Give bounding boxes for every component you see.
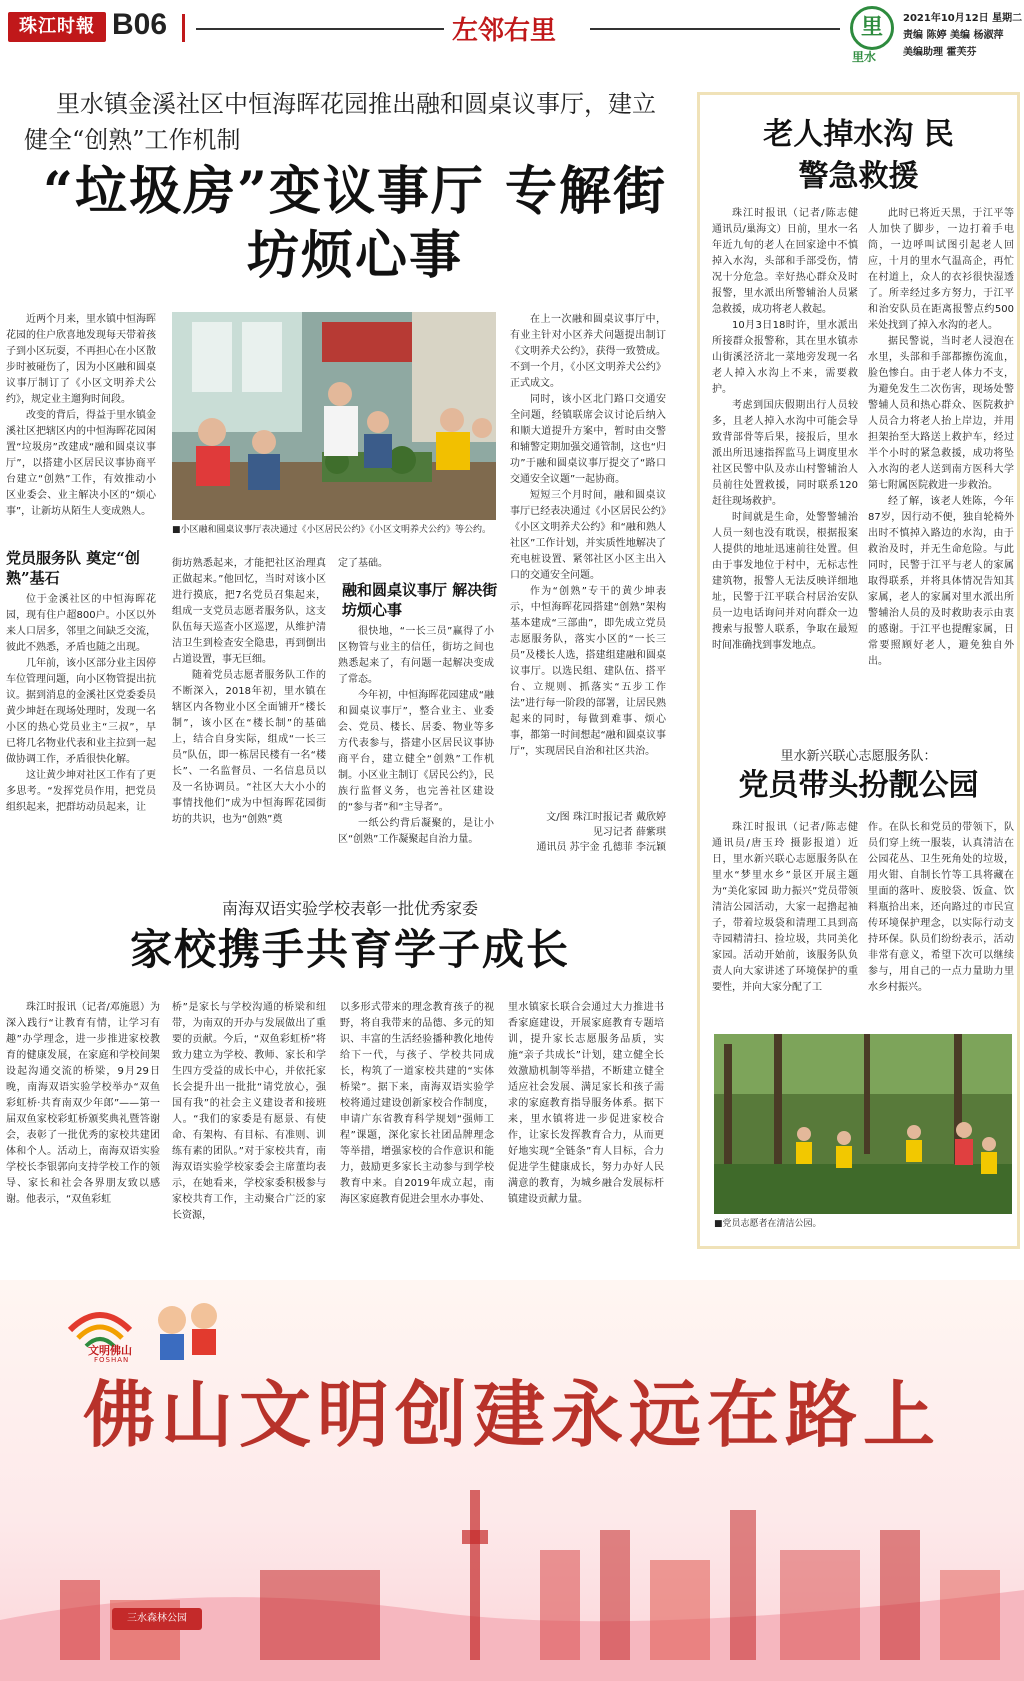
article1-para: 位于金溪社区的中恒海晖花园，现有住户超800户。小区以外来人口居多，邻里之间缺乏交流，彼此不熟悉，矛盾也随之出现。 <box>6 594 156 653</box>
page-number: B06 <box>112 8 168 41</box>
issue-date: 2021年10月12日 星期二 <box>903 13 1023 24</box>
article2-col2: 桥”是家长与学校沟通的桥梁和纽带，为南双的开办与发展做出了重要的贡献。今后，“双鱼彩虹桥”将致力建立为学校、教师、家长和学生四方受益的成长中心，并依托家长会提升出一批批“请党放心，强国有我”的社会主义建设者和接班人。“我们的家委是有愿景、有使命、有架构、有目标、有准则、训练有素的团队。”对于家校共育，南海双语实验学校家委会主席董均表示，在她看来，学校家委积极参与家校共育工作，主动聚合广泛的家长资源， <box>172 1002 326 1221</box>
article2-col4: 里水镇家长联合会通过大力推进书香家庭建设，开展家庭教育专题培训，提升家长志愿服务品质，实施“亲子共成长”计划，建立健全长效激励机制等举措，不断建立健全适应社会发展、满足家长和孩子需求的家庭教育指导服务体系。据下来，里水镇将进一步促进家校合作，让家长发挥教育合力，从而更好地实现“全链条”育人目标，合力促进学生健康成长，努力办好人民满意的教育，为城乡融合发展标杆镇建设贡献力量。 <box>508 1002 664 1205</box>
article1-subhead-2: 融和圆桌议事厅 解决街坊烦心事 <box>342 581 498 619</box>
article1-credits <box>500 810 666 855</box>
sidebar-headline-1: 老人掉水沟 民警急救援 <box>763 117 954 194</box>
article1-col1-bottom <box>6 592 156 856</box>
section-title: 左邻右里 <box>452 16 557 46</box>
article1-para: 很快地，“一长三员”赢得了小区物管与业主的信任，街坊之间也熟悉起来了，有问题一起解决变成了常态。 <box>338 626 494 685</box>
article1-para: 同时，该小区北门路口交通安全问题，经镇联席会议讨论后纳入和顺大道提升方案中，暂时由交警和辅警定期加强交通管制，这也“归功”于融和圆桌议事厅提交了“路口交通安全议题”一起协商。 <box>510 394 666 485</box>
article1-para: 几年前，该小区部分业主因停车位管理问题，向小区物管提出抗议。据到消息的金溪社区党委委员黄少坤赶在现场处理时，发现一名小区的热心党员业主“三叔”，早已将几名物业代表和业主拉到一起做协调工作，矛盾很快化解。 <box>6 658 156 765</box>
article1-photo-caption: ■小区融和圆桌议事厅表决通过《小区居民公约》《小区文明养犬公约》等公约。 <box>172 525 492 535</box>
article1-col4 <box>510 312 666 808</box>
article1-para: 一纸公约背后凝聚的，是让小区“创熟”工作凝聚起自治力量。 <box>338 818 494 845</box>
article2-col3: 以多形式带来的理念教育孩子的视野，将自我带来的品德、多元的知识、丰富的生活经验播种教化地传给下一代，与孩子、学校共同成长，构筑了一道家校共建的“实体桥梁”。据下来，南海双语实验学校将通过建设创新家校合作制度，申请广东省教育科学规划“强师工程”课题，深化家长社团品牌理念等举措，增强家校的合作意识和能力，鼓励更多家长主动参与到学校教育中来。自2019年成立起，南海区家庭教育促进会里水办事处、 <box>340 1002 494 1205</box>
sidebar-para: 据民警说，当时老人浸泡在水里，头部和手部都擦伤流血，脸色惨白。由于老人体力不支，为避免发生二次伤害，现场处警警辅人员和热心群众、医院救护人员合力将老人抬上岸边，并用担架抬至大路送上救护车，经过半个小时的紧急救援，成功将坠入水沟的老人送到南方医科大学第七附属医院救进一步救治。 <box>868 336 1014 491</box>
article1-headline: “垃圾房”变议事厅 专解街坊烦心事 <box>43 161 667 286</box>
article1-photo <box>172 312 496 520</box>
article1-para: 在上一次融和圆桌议事厅中，有业主针对小区养犬问题提出制订《文明养犬公约》，获得一致赞成。不到一个月，《小区文明养犬公约》正式成文。 <box>510 314 666 389</box>
credit-line: 通讯员 苏宇金 孔德菲 李沅颖 <box>536 842 666 853</box>
article1-col2 <box>172 556 326 856</box>
section-rule-right <box>590 28 840 30</box>
section-rule-left <box>196 28 444 30</box>
lishui-logo-text: 里水 <box>852 50 877 64</box>
credit-line: 见习记者 薛紫琪 <box>592 827 666 838</box>
sidebar-story1-col2 <box>868 206 1014 726</box>
sidebar-para: 10月3日18时许，里水派出所接群众报警称，其在里水镇赤山街溪泾济北一菜地旁发现一名老人掉入水沟上不来，需要救护。 <box>712 320 858 395</box>
article2-headline: 家校携手共育学子成长 <box>129 925 570 974</box>
article2-col1: 珠江时报讯（记者/邓施恩）为深入践行“让教育有情，让学习有趣”办学理念，进一步推进家校教育的健康发展，在家庭和学校间架设起沟通交流的桥梁，9月29日晚，南海双语实验学校举办“双鱼彩虹桥·共育南双少年郎”——第一届双鱼家校彩虹桥颁奖典礼暨答谢会，表彰了一批优秀的家校共建团体和个人。活动上，南海双语实验学校长李银郭向支持学校工作的领导、家长和社会各界朋友致以感谢。他表示，“双鱼彩虹 <box>6 1002 160 1205</box>
article1-col3 <box>338 624 494 856</box>
issue-editors: 责编 陈婷 美编 杨淑萍 <box>903 30 1004 41</box>
sidebar-para: 此时已将近天黑，于江平等人加快了脚步，一边打着手电筒，一边呼叫试图引起老人回应，十月的里水气温高企，再忙在村道上，众人的衣衫很快湿透了。所幸经过多方努力，于江平和治安队员在距离报警点约500米处找到了掉入水沟的老人。 <box>868 208 1014 331</box>
sidebar-para: 考虑到国庆假期出行人员较多，且老人掉入水沟中可能会导致背部骨等后果，接报后，里水派出所迅速指挥监马上调度里水社区民警中队及赤山村警辅治人员前往处置救援，同时联系120赶往现场救护。 <box>712 400 858 507</box>
article1-col1-top <box>6 312 156 540</box>
article2-kicker: 南海双语实验学校表彰一批优秀家委 <box>221 899 478 918</box>
article1-para: 街坊熟悉起来，才能把社区治理真正做起来。”他回忆，当时对该小区进行摸底，把7名党员召集起来，组成一支党员志愿者服务队，这支队伍每天巡查小区巡逻，从维护清洁卫生到检查安全隐患，再到倒出占道设置，事无巨细。 <box>172 558 326 665</box>
sidebar-photo <box>714 1034 1012 1214</box>
sidebar-story1-col1 <box>712 206 858 726</box>
civilization-banner <box>0 1280 1024 1681</box>
article1-subhead-1: 党员服务队 奠定“创熟”基石 <box>6 549 140 587</box>
banner-slogan: 佛山文明创建永远在路上 <box>82 1372 941 1457</box>
sidebar-story2-col1: 珠江时报讯（记者/陈志健 通讯员/唐玉玲 摄影报道）近日，里水新兴联心志愿服务队在里水“梦里水乡”景区开展主题为“美化家园 助力振兴”党员带领清洁公园活动，大家一起撸起袖子，带着垃圾袋和清理工具到高寺园精清扫、捡垃圾，共同美化家园。活动开始前，该服务队负责人向大家讲述了环境保护的重要性，并向大家分配了工 <box>712 822 858 993</box>
sidebar-story2-col2: 作。在队长和党员的带领下，队员们穿上统一服装，认真清洁在公园花丛、卫生死角处的垃圾，用火钳、自制长竹等工具将藏在里面的落叶、废胶袋、饭盒、饮料瓶拾出来，还向路过的市民宣传环境保护理念，以实际行动支持环保。队员们纷纷表示，活动非常有意义，希望下次可以继续参与，用自己的一点力量助力里水乡村振兴。 <box>868 822 1014 993</box>
sidebar-headline-2: 党员带头扮靓公园 <box>738 768 979 803</box>
banner-logo-sub: FOSHAN <box>94 1356 130 1364</box>
article1-para: 改变的背后，得益于里水镇金溪社区把辖区内的中恒海晖花园闲置“垃圾房”改建成“融和圆桌议事厅”，以搭建小区居民议事协商平台建立“创熟”工作，有效推动小区业委会、业主解决小区的“烦心事”，让新坊从陌生人变成熟人。 <box>6 410 156 517</box>
paper-name: 珠江时報 <box>8 12 106 42</box>
sidebar-kicker-2: 里水新兴联心志愿服务队： <box>780 749 937 764</box>
lishui-logo-icon: 里 <box>850 6 894 50</box>
article1-para: 这让黄少坤对社区工作有了更多思考。“发挥党员作用，把党员组织起来，把群坊动员起来，让 <box>6 770 156 813</box>
article1-kicker: 里水镇金溪社区中恒海晖花园推出融和圆桌议事厅，建立健全“创熟”工作机制 <box>24 90 656 154</box>
sidebar-para: 珠江时报讯（记者/陈志健 通讯员/巢海文）日前，里水一名年近九旬的老人在回家途中不慎掉入水沟，头部和手部受伤，情况十分危急。幸好热心群众及时报警，里水派出所警辅治人员紧急救援，成功将老人救起。 <box>712 208 858 315</box>
article1-para: 作为“创熟”专干的黄少坤表示，中恒海晖花园搭建“创熟”架构基本建成“三部曲”，即先成立党员志愿服务队，落实小区的“一长三员”及楼长人选，搭建组建融和圆桌议事厅。以选民组、建队伍、搭平台、立规则、抓落实“五步工作法”进行每一阶段的部署，让居民熟起来的同时，每做到难事、烦心事，都第一时间想起“融和圆桌议事厅”，实现居民自治和社区共治。 <box>510 586 666 757</box>
meeting-room-photo-icon <box>172 312 496 520</box>
sidebar-photo-caption: ■党员志愿者在清洁公园。 <box>714 1219 822 1229</box>
credit-line: 文/图 珠江时报记者 戴欣婷 <box>546 812 666 823</box>
masthead <box>0 0 1024 64</box>
issue-assistant: 美编助理 霍芙芬 <box>903 47 977 58</box>
article1-col3-top: 定了基础。 <box>338 558 388 569</box>
sidebar-para: 经了解，该老人姓陈，今年87岁，因行动不便，独自轮椅外出时不慎掉入路边的水沟，由于救治及时，并无生命危险。与此同时，民警于江平与老人的家属取得联系，并将具体情况告知其家属，老人的家属对里水派出所警辅治人员的及时救助表示由衷的感谢。于江平也提醒家属，日常要照顾好老人，避免独自外出。 <box>868 496 1014 667</box>
park-volunteers-photo-icon <box>714 1034 1012 1214</box>
banner-landmark-label: 三水森林公园 <box>112 1608 202 1630</box>
issue-info <box>903 10 1022 61</box>
article1-para: 近两个月来，里水镇中恒海晖花园的住户欣喜地发现每天带着孩子到小区玩耍，不再担心在小区散步时被碰伤了，因为小区融和圆桌议事厅制订了《小区文明养犬公约》，规定业主遛狗时间段。 <box>6 314 156 405</box>
article1-para: 短短三个月时间，融和圆桌议事厅已经表决通过《小区居民公约》《小区文明养犬公约》和“融和熟人社区”工作计划，并实质性地解决了充电桩设置、紧邻社区小区主出入口的交通安全问题。 <box>510 490 666 581</box>
article1-para: 随着党员志愿者服务队工作的不断深入，2018年初，里水镇在辖区内各物业小区全面铺开“楼长制”，该小区在“楼长制”的基础上，结合自身实际，组成“一长三员”队伍，即一栋居民楼有一名“楼长”、一名监督员、一名信息员以及一名协调员。“社区大大小小的事情找他们”成为中恒海晖花园街坊的共识，也为“创熟”奠 <box>172 670 326 825</box>
article1-para: 今年初，中恒海晖花园建成“融和圆桌议事厅”，整合业主、业委会、党员、楼长、居委、物业等多方代表参与，搭建小区居民议事协商平台，建立健全“创熟”工作机制。小区业主制订《居民公约》，民族行监督义务，也完善社区建设的“参与者”和“主导者”。 <box>338 690 494 813</box>
sidebar-para: 时间就是生命，处警警辅治人员一刻也没有耽误，根据报案人提供的地址迅速前往处置。但由于事发地位于村中，无标志性建筑物，报警人无法反映详细地址，民警于江平联合村居治安队员一边电话询问并对向群众一边搜索与报警人联系，争取在最短时间准确找到事发地点。 <box>712 512 858 651</box>
page-number-divider <box>182 14 185 42</box>
banner-logo-text: 文明佛山 <box>88 1344 132 1357</box>
